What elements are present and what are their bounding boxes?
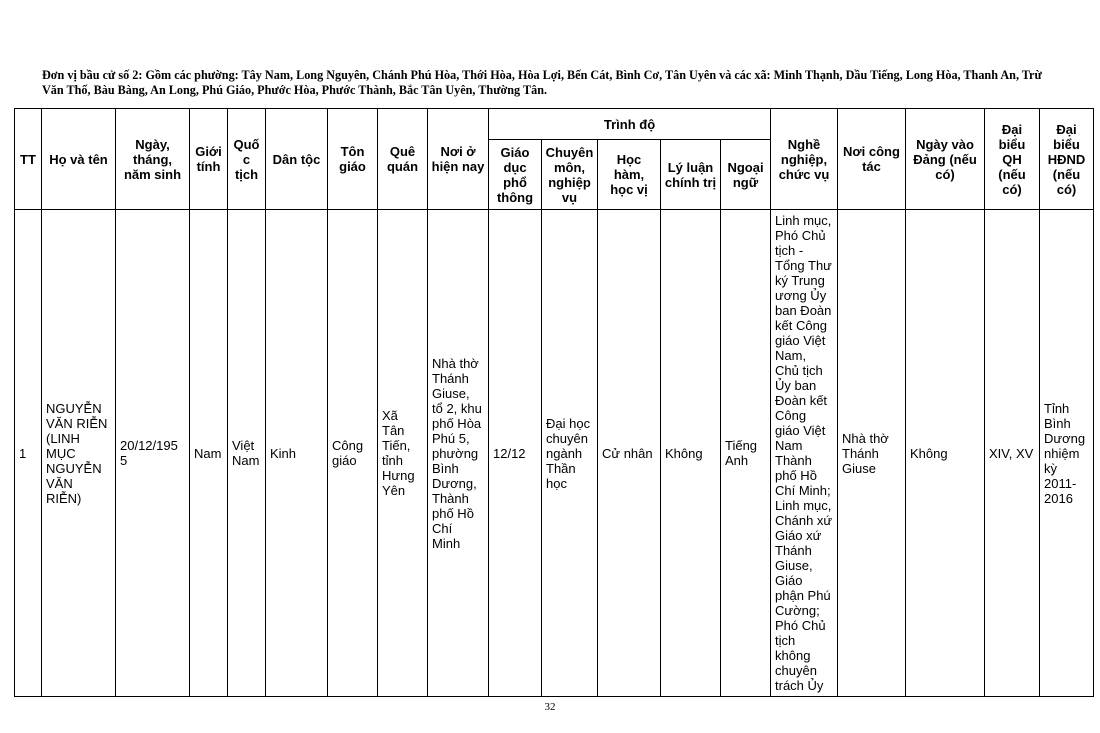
cell-general-edu: 12/12 [489,210,542,697]
col-header-religion: Tôn giáo [328,109,378,210]
col-header-academic: Học hàm, học vị [598,140,661,210]
col-header-nationality: Quốc tịch [228,109,266,210]
col-header-education-group: Trình độ [489,109,771,140]
table-header-row [15,109,1094,140]
col-header-dob: Ngày, tháng, năm sinh [116,109,190,210]
col-header-tt: TT [15,109,42,210]
cell-dob: 20/12/1955 [116,210,190,697]
col-header-council-delegate: Đại biểu HĐND (nếu có) [1040,109,1094,210]
cell-gender: Nam [190,210,228,697]
col-header-hometown: Quê quán [378,109,428,210]
cell-religion: Công giáo [328,210,378,697]
col-header-workplace: Nơi công tác [838,109,906,210]
cell-occupation: Linh mục, Phó Chủ tịch - Tổng Thư ký Trung ương Ủy ban Đoàn kết Công giáo Việt Nam, Chủ tịch Ủy ban Đoàn kết Công giáo Việt Nam Thành phố Hồ Chí Minh; Linh mục, Chánh xứ Giáo xứ Thánh Giuse, Giáo phận Phú Cường; Phó Chủ tịch không chuyên trách Ủy [771,210,838,697]
cell-specialty: Đại học chuyên ngành Thần học [542,210,598,697]
col-header-specialty: Chuyên môn, nghiệp vụ [542,140,598,210]
col-header-name: Họ và tên [42,109,116,210]
col-header-ethnicity: Dân tộc [266,109,328,210]
col-header-gender: Giới tính [190,109,228,210]
cell-language: Tiếng Anh [721,210,771,697]
candidate-table [14,108,1094,697]
cell-name: NGUYỄN VĂN RIỄN (LINH MỤC NGUYỄN VĂN RIỄN) [42,210,116,697]
table-row [15,210,1094,697]
electoral-unit-description: Đơn vị bầu cử số 2: Gồm các phường: Tây Nam, Long Nguyên, Chánh Phú Hòa, Thới Hòa, Hòa Lợi, Bến Cát, Bình Cơ, Tân Uyên và các xã: Minh Thạnh, Dầu Tiếng, Long Hòa, Thanh An, Trừ Văn Thố, Bàu Bàng, An Long, Phú Giáo, Phước Hòa, Phước Thành, Bắc Tân Uyên, Thường Tân. [42,68,1042,97]
cell-na-delegate: XIV, XV [985,210,1040,697]
col-header-general-edu: Giáo dục phổ thông [489,140,542,210]
col-header-na-delegate: Đại biểu QH (nếu có) [985,109,1040,210]
col-header-political: Lý luận chính trị [661,140,721,210]
col-header-language: Ngoại ngữ [721,140,771,210]
col-header-occupation: Nghề nghiệp, chức vụ [771,109,838,210]
page-number: 32 [544,701,556,713]
col-header-residence: Nơi ở hiện nay [428,109,489,210]
cell-council-delegate: Tỉnh Bình Dương nhiệm kỳ 2011-2016 [1040,210,1094,697]
cell-academic: Cử nhân [598,210,661,697]
cell-party-date: Không [906,210,985,697]
cell-political: Không [661,210,721,697]
cell-nationality: Việt Nam [228,210,266,697]
cell-hometown: Xã Tân Tiến, tỉnh Hưng Yên [378,210,428,697]
col-header-party-date: Ngày vào Đảng (nếu có) [906,109,985,210]
cell-ethnicity: Kinh [266,210,328,697]
cell-residence: Nhà thờ Thánh Giuse, tổ 2, khu phố Hòa Phú 5, phường Bình Dương, Thành phố Hồ Chí Minh [428,210,489,697]
cell-tt: 1 [15,210,42,697]
cell-workplace: Nhà thờ Thánh Giuse [838,210,906,697]
